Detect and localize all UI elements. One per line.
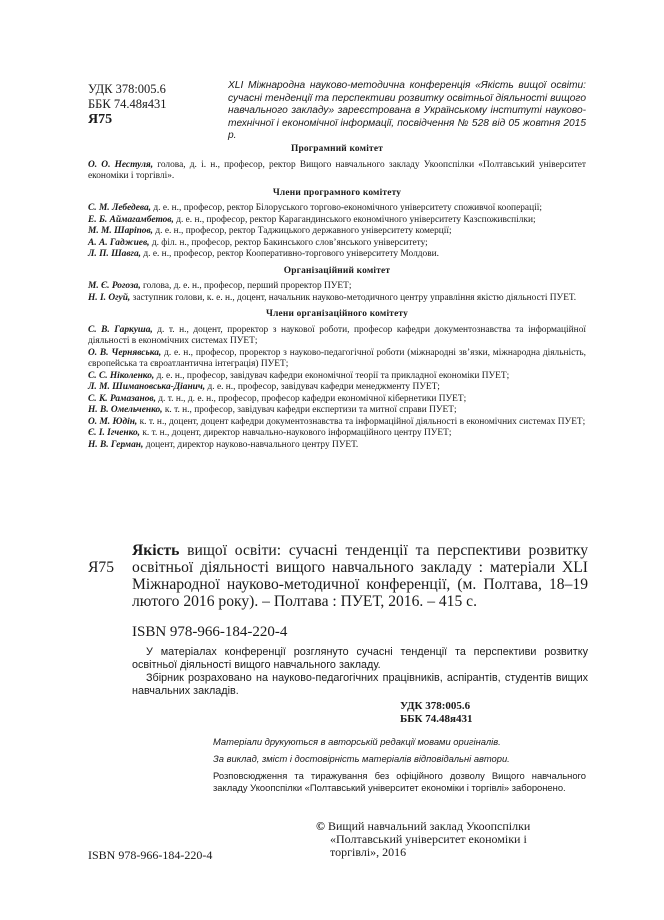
annotation-bbk: ББК 74.48я431 (400, 713, 473, 725)
entry-text: вищої освіти: сучасні тенденції та перспективи розвитку освітньої діяльності вищого навчального закладу : матеріали XLI Міжнародної науково-методичної конференції, (м. Полтава, 18–19 лютого 2016 року). – Полтава : ПУЕТ, 2016. – 415 с. (132, 542, 588, 610)
committee-member: О. В. Чернявська, д. е. н., професор, проректор з науково-педагогічної роботи (міжнародні зв’язки, міжнародна діяльність, європейська та євроатлантична інтеграція) ПУЕТ; (88, 347, 586, 369)
annotation-udk: УДК 378:005.6 (400, 700, 471, 712)
copyright-line: Вищий навчальний заклад Укоопспілки (324, 819, 531, 833)
section-title: Програмний комітет (290, 144, 384, 154)
copyright-line: торгівлі», 2016 (330, 845, 407, 860)
section-title: Члени організаційного комітету (265, 309, 409, 319)
section-title: Організаційний комітет (283, 265, 391, 276)
committee-member: С. М. Лебедева, д. е. н., професор, ректор Білоруського торгово-економічного університету споживчої кооперації; (88, 203, 542, 213)
committee-member: О. М. Юдін, к. т. н., доцент, доцент кафедри документознавства та інформаційної діяльності в економічних системах ПУЕТ; (88, 416, 586, 427)
committee-member: С. В. Гаркуша, д. т. н., доцент, проректор з наукової роботи, професор кафедри документознавства та інформаційної діяльності в економічних системах ПУЕТ; (88, 324, 586, 346)
section-title: Члени програмного комітету (272, 187, 402, 198)
note-responsibility: За виклад, зміст і достовірність матеріалів відповідальні автори. (213, 753, 510, 764)
committee-member: Л. М. Шимановська-Діанич, д. е. н., професор, завідувач кафедри менеджменту ПУЕТ; (88, 382, 440, 392)
footer-isbn: ISBN 978-966-184-220-4 (88, 848, 213, 862)
committee-member: Є. І. Ігченко, к. т. н., доцент, директор навчально-наукового інформаційного центру ПУЕТ; (88, 428, 452, 438)
committee-member: Н. В. Герман, доцент, директор науково-навчального центру ПУЕТ. (88, 439, 359, 450)
committee-member: С. С. Ніколенко, д. е. н., професор, завідувач кафедри економічної теорії та прикладної економіки ПУЕТ; (88, 370, 510, 381)
copyright-line: «Полтавський університет економіки і (330, 832, 527, 847)
udk-code: УДК 378:005.6 (88, 82, 166, 96)
entry-author-mark: Я75 (88, 559, 114, 576)
entry-isbn: ISBN 978-966-184-220-4 (132, 624, 288, 640)
committee-member: Е. Б. Аймагамбетов, д. е. н., професор, ректор Карагандинського економічного університету Казспоживспілки; (88, 214, 536, 225)
note-language: Матеріали друкуються в авторській редакції мовами оригіналів. (213, 736, 501, 747)
entry-keyword: Якість (132, 542, 180, 559)
bibliographic-entry (88, 542, 588, 610)
committee-member: М. Є. Рогоза, голова, д. е. н., професор, перший проректор ПУЕТ; (88, 281, 352, 291)
bbk-code: ББК 74.48я431 (88, 96, 167, 111)
committee-member: М. М. Шаріпов, д. е. н., професор, ректор Таджицького державного університету комерції; (88, 226, 452, 236)
committee-member: С. К. Рамазанов, д. т. н., д. е. н., професор, професор кафедри економічної кібернетики ПУЕТ; (88, 393, 467, 404)
committee-member: Н. В. Омельченко, к. т. н., професор, завідувач кафедри експертизи та митної справи ПУЕТ; (88, 405, 457, 415)
committee-member: О. О. Нестуля, голова, д. і. н., професор, ректор Вищого навчального закладу Укоопспілки «Полтавський університет економіки і торгівлі». (88, 159, 587, 181)
annotation-codes (400, 700, 472, 726)
committee-member: А. А. Гаджиев, д. філ. н., професор, ректор Бакинського слов’янського університету; (88, 237, 428, 248)
copyright-symbol: © (316, 819, 325, 833)
note-distribution: Розповсюдження та тиражування без офіційного дозволу Вищого навчального закладу Укоопспілки «Полтавський університет економіки і торгівлі» заборонено. (213, 770, 586, 793)
committee-member: Л. П. Шавга, д. е. н., професор, ректор Кооперативно-торгового університету Молдови. (88, 249, 439, 259)
committee-member: Н. І. Огуй, заступник голови, к. е. н., доцент, начальник науково-методичного центру управління якістю діяльності ПУЕТ. (88, 292, 577, 303)
copyright-notice (316, 820, 566, 860)
registration-note: XLI Міжнародна науково-методична конференція «Якість вищої освіти: сучасні тенденції та перспективи розвитку освітньої діяльності вищого навчального закладу» зареєстрована в Українському інституті науково-технічної і економічної інформації, посвідчення № 528 від 05 жовтня 2015 р. (228, 80, 586, 142)
committees-list (88, 144, 586, 451)
annotation-paragraph: У матеріалах конференції розглянуто сучасні тенденції та перспективи розвитку освітньої діяльності вищого навчального закладу. (132, 646, 588, 671)
author-mark: Я75 (88, 112, 113, 127)
annotation-paragraph: Збірник розраховано на науково-педагогічних працівників, аспірантів, студентів вищих навчальних закладів. (132, 672, 588, 697)
publication-notes (213, 736, 586, 799)
annotation (132, 646, 588, 698)
catalog-codes (88, 82, 218, 128)
entry-description (132, 542, 588, 610)
